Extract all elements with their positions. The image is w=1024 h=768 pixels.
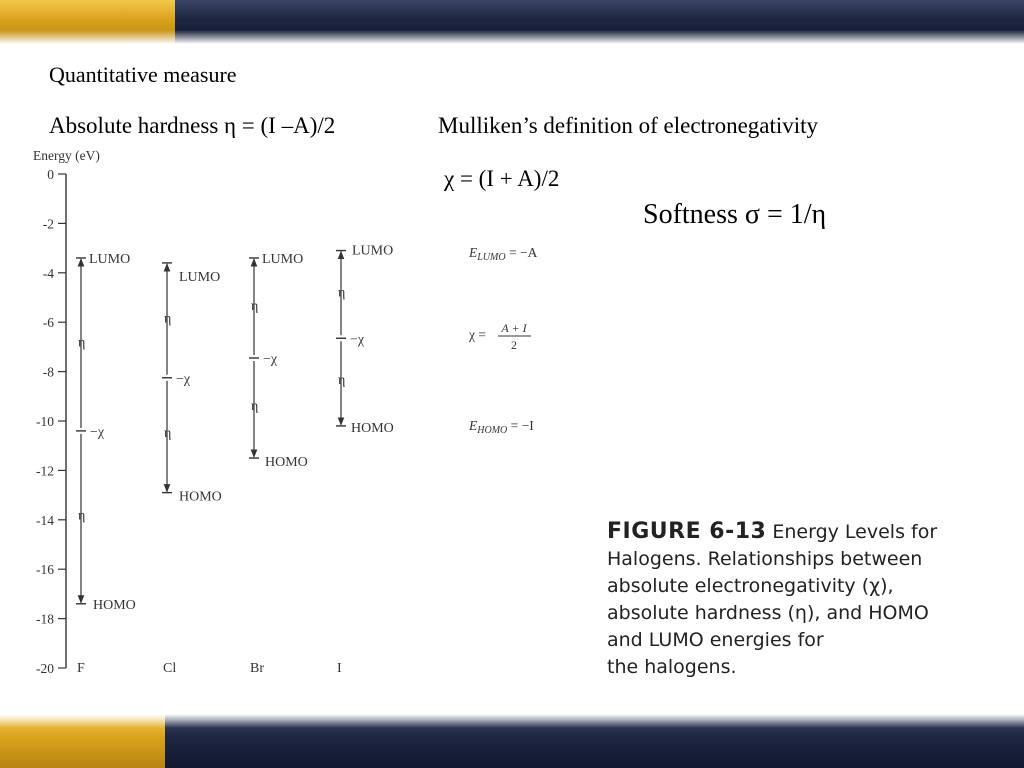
axis-ticks (36, 167, 66, 676)
tick-label: -8 (42, 364, 54, 380)
neg-chi-label: −χ (176, 371, 191, 387)
legend-e-homo: $E_{HOMO} = -I$ (469, 418, 534, 436)
eta-label-upper: η (251, 298, 259, 314)
homo-label: HOMO (265, 455, 308, 471)
chi-definition: χ = (I + A)/2 (444, 166, 560, 191)
eta-label-lower: η (164, 426, 172, 442)
element-label-br: Br (250, 661, 264, 676)
lumo-label: LUMO (352, 243, 394, 259)
figure-label: FIGURE 6-13 (607, 519, 767, 544)
homo-label: HOMO (179, 489, 222, 505)
eta-label-lower: η (338, 373, 346, 389)
caption-line-2: Halogens. Relationships between (607, 548, 923, 570)
element-label-f: F (77, 661, 85, 676)
element-column-cl (162, 263, 222, 505)
eta-label-lower: η (251, 399, 259, 415)
tick-label: -10 (36, 414, 54, 429)
eta-label-upper: η (164, 311, 172, 327)
caption-line-6: the halogens. (607, 656, 737, 678)
caption-line-5: and LUMO energies for (607, 629, 824, 651)
tick-label: -16 (36, 562, 54, 578)
eta-label-upper: η (78, 335, 86, 351)
neg-chi-label: −χ (263, 352, 278, 368)
legend-chi-numerator: A + I (501, 321, 527, 335)
element-column-f (76, 252, 136, 613)
lumo-label: LUMO (262, 251, 304, 267)
figure-caption (607, 518, 1007, 681)
tick-label: -2 (42, 216, 54, 232)
tick-label: -4 (42, 265, 54, 281)
tick-label: -20 (36, 661, 54, 676)
lumo-label: LUMO (179, 269, 221, 285)
hardness-definition: Absolute hardness η = (I –A)/2 (49, 113, 336, 138)
element-column-br (249, 252, 308, 470)
tick-label: -14 (36, 512, 54, 528)
homo-label: HOMO (93, 597, 136, 613)
tick-label: -18 (36, 611, 54, 627)
slide-heading: Quantitative measure (49, 62, 237, 87)
caption-line-4: absolute hardness (η), and HOMO (607, 602, 929, 624)
element-levels (76, 244, 394, 613)
tick-label: -6 (42, 315, 54, 331)
caption-line-1-text: Energy Levels for (766, 521, 938, 543)
element-labels (77, 661, 342, 676)
softness-definition: Softness σ = 1/η (643, 199, 827, 230)
neg-chi-label: −χ (350, 332, 365, 348)
lumo-label: LUMO (89, 251, 131, 267)
legend-chi-lhs: χ = (469, 327, 486, 342)
legend-chi-denominator: 2 (511, 338, 517, 352)
tick-label: -12 (36, 463, 54, 479)
element-label-i: I (337, 661, 342, 676)
tick-label: 0 (47, 167, 54, 182)
eta-label-upper: η (338, 285, 346, 301)
legend (468, 245, 538, 436)
element-column-i (336, 244, 394, 436)
caption-line-1 (607, 518, 1007, 546)
homo-label: HOMO (351, 420, 394, 436)
element-label-cl: Cl (163, 661, 177, 676)
caption-line-3: absolute electronegativity (χ), (607, 575, 894, 597)
axis-title: Energy (eV) (33, 148, 100, 163)
eta-label-lower: η (78, 508, 86, 524)
mulliken-definition: Mulliken’s definition of electronegativity (438, 113, 819, 138)
neg-chi-label: −χ (90, 424, 105, 440)
legend-e-lumo: $E_{LUMO} = -A$ (469, 245, 538, 263)
